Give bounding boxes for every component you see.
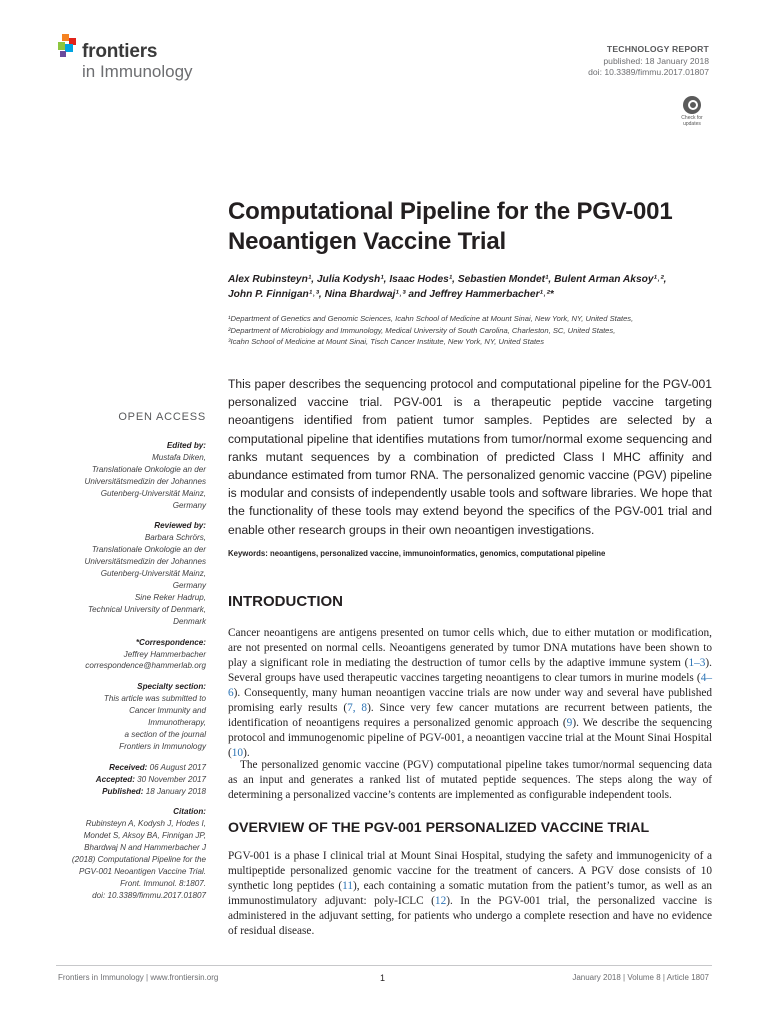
correspondence-name: Jeffrey Hammerbacher <box>123 649 206 659</box>
published-date-sidebar: Published: 18 January 2018 <box>102 786 206 796</box>
badge-line-2: updates <box>683 120 701 127</box>
citation-line: PGV-001 Neoantigen Vaccine Trial. <box>78 867 206 876</box>
reviewer-line: Universitätsmedizin der Johannes <box>84 557 206 567</box>
affiliations <box>228 313 728 348</box>
specialty-line: Cancer Immunity and <box>129 706 206 716</box>
page-number: 1 <box>380 973 386 983</box>
affiliation-3: ³Icahn School of Medicine at Mount Sinai, Tisch Cancer Institute, New York, NY, United States <box>228 337 545 346</box>
editor-affiliation: Gutenberg-Universität Mainz, <box>100 488 206 498</box>
published-date: published: 18 January 2018 <box>603 55 709 66</box>
citation-line: Bhardwaj N and Hammerbacher J <box>84 843 206 853</box>
citation-line: (2018) Computational Pipeline for the <box>71 855 206 865</box>
article-meta <box>588 44 709 79</box>
editor-affiliation: Translationale Onkologie an der <box>91 464 206 474</box>
reviewer-line: Denmark <box>173 616 206 626</box>
footer-journal-link[interactable]: Frontiers in Immunology | www.frontiersin.org <box>58 973 219 982</box>
correspondence-email[interactable]: correspondence@hammerlab.org <box>85 661 206 671</box>
check-for-updates-badge[interactable] <box>676 94 708 132</box>
citation-label: Citation: <box>173 807 206 817</box>
edited-by-label: Edited by: <box>166 441 206 450</box>
keywords: Keywords: neoantigens, personalized vaccine, immunoinformatics, genomics, computational pipeline <box>228 549 606 558</box>
author-list <box>228 272 728 302</box>
frontiers-logo-icon <box>56 34 82 64</box>
authors-line-2: John P. Finnigan¹˒³, Nina Bhardwaj¹˒³ and Jeffrey Hammerbacher¹˒²* <box>228 289 554 300</box>
authors-line-1: Alex Rubinsteyn¹, Julia Kodysh¹, Isaac Hodes¹, Sebastien Mondet¹, Bulent Arman Aksoy¹˒², <box>228 274 667 285</box>
reviewer-line: Technical University of Denmark, <box>87 604 206 614</box>
received-date: Received: 06 August 2017 <box>109 762 206 772</box>
intro-paragraph-2: The personalized genomic vaccine (PGV) computational pipeline takes tumor/normal sequencing data as an input and generates a ranked list of mutated peptide sequences. The steps along the way of determining a personalized vaccine’s contents are implemented as configurable independent tools. <box>228 759 712 801</box>
abstract: This paper describes the sequencing protocol and computational pipeline for the PGV-001 personalized vaccine trial. PGV-001 is a therapeutic peptide vaccine targeting neoantigens identified from patient tumor samples. Peptides are selected by a computational pipeline that identifies mutations from tumor/normal exome sequencing and ranks mutant sequences by a combination of predicted Class I MHC affinity and abundance estimated from tumor RNA. The personalized genomic vaccine (PGV) pipeline is modular and consists of independently usable tools and software libraries. We hope that the functionality of these tools may extend beyond the specifics of the PGV-001 trial and enable other research groups in their own neoantigen investigations. <box>228 377 712 537</box>
affiliation-1: ¹Department of Genetics and Genomic Sciences, Icahn School of Medicine at Mount Sinai, New York, NY, United States, <box>228 314 634 323</box>
journal-logo[interactable] <box>56 34 226 84</box>
specialty-line: This article was submitted to <box>103 694 206 704</box>
citation-line: Rubinsteyn A, Kodysh J, Hodes I, <box>85 819 206 829</box>
doi-link[interactable]: doi: 10.3389/fimmu.2017.01807 <box>588 67 709 77</box>
accepted-date: Accepted: 30 November 2017 <box>95 774 206 784</box>
journal-name: in Immunology <box>82 62 193 81</box>
specialty-line: a section of the journal <box>124 729 206 739</box>
badge-line-1: Check for <box>681 115 703 121</box>
editor-name: Mustafa Diken, <box>152 452 206 462</box>
section-heading-overview: OVERVIEW OF THE PGV-001 PERSONALIZED VACCINE TRIAL <box>228 820 650 836</box>
citation-link[interactable]: 4–6 <box>228 672 712 699</box>
reviewer-line: Barbara Schrörs, <box>144 533 206 543</box>
intro-paragraph-1: Cancer neoantigens are antigens presented on tumor cells which, due to either mutation or modification, are not presented on normal cells. Neoantigens generated by tumor DNA mutations have been shown to play a significant role in mediating the destruction of tumor cells by the adaptive immune system (1–3). Several groups have used therapeutic vaccines targeting neoantigens to clear tumors in murine models (4–6). Consequently, many human neoantigen vaccine trials are now under way and several have published promising early results (7, 8). Since very few cancer mutations are recurrent between patients, the identification of neoantigens requires a personalized genomic approach (9). We describe the sequencing protocol and immunogenomic pipeline of PGV-001, a neoantigen vaccine trial at the Mount Sinai Hospital (10). <box>228 627 712 759</box>
article-title: Computational Pipeline for the PGV-001 Neoantigen Vaccine Trial <box>228 198 673 255</box>
citation-line: Front. Immunol. 8:1807. <box>120 878 206 888</box>
citation-link[interactable]: 7, 8 <box>347 702 368 714</box>
citation-link[interactable]: 10 <box>231 747 244 759</box>
specialty-label: Specialty section: <box>137 682 206 692</box>
specialty-line: Frontiers in Immunology <box>119 741 206 751</box>
reviewer-line: Germany <box>172 580 206 590</box>
article-type: TECHNOLOGY REPORT <box>606 44 709 54</box>
citation-link[interactable]: 11 <box>342 880 354 892</box>
specialty-line: Immunotherapy, <box>148 718 206 728</box>
citation-link[interactable]: 9 <box>566 717 573 729</box>
footer-issue-info: January 2018 | Volume 8 | Article 1807 <box>572 973 709 982</box>
reviewer-line: Translationale Onkologie an der <box>91 545 206 555</box>
footer-divider <box>56 965 712 966</box>
article-sidebar <box>40 440 206 902</box>
reviewer-line: Gutenberg-Universität Mainz, <box>100 569 206 579</box>
editor-affiliation: Germany <box>172 500 206 510</box>
citation-link[interactable]: 12 <box>434 895 447 907</box>
overview-paragraph-1: PGV-001 is a phase I clinical trial at Mount Sinai Hospital, studying the safety and immunogenicity of a multipeptide personalized genomic vaccine for the treatment of cancers. A PGV dose consists of 10 synthetic long peptides (11), each containing a somatic mutation from the patient’s tumor, as well as an immunostimulatory adjuvant: poly-ICLC (12). In the PGV-001 trial, the personalized vaccine is administered in the adjuvant setting, for patients who undergo a complete resection and have no evidence of residual disease. <box>228 850 713 937</box>
brand-name: frontiers <box>82 41 158 62</box>
affiliation-2: ²Department of Microbiology and Immunology, Medical University of South Carolina, Charleston, SC, United States, <box>228 325 616 335</box>
citation-line: Mondet S, Aksoy BA, Finnigan JP, <box>83 831 206 841</box>
reviewer-line: Sine Reker Hadrup, <box>134 592 206 602</box>
section-heading-introduction: INTRODUCTION <box>228 593 343 610</box>
check-updates-icon <box>683 96 701 114</box>
reviewed-by-label: Reviewed by: <box>154 521 206 531</box>
open-access-label: OPEN ACCESS <box>118 411 206 423</box>
citation-link[interactable]: 1–3 <box>688 657 706 669</box>
correspondence-label: *Correspondence: <box>135 637 206 647</box>
citation-doi[interactable]: doi: 10.3389/fimmu.2017.01807 <box>92 890 206 900</box>
editor-affiliation: Universitätsmedizin der Johannes <box>84 476 206 486</box>
